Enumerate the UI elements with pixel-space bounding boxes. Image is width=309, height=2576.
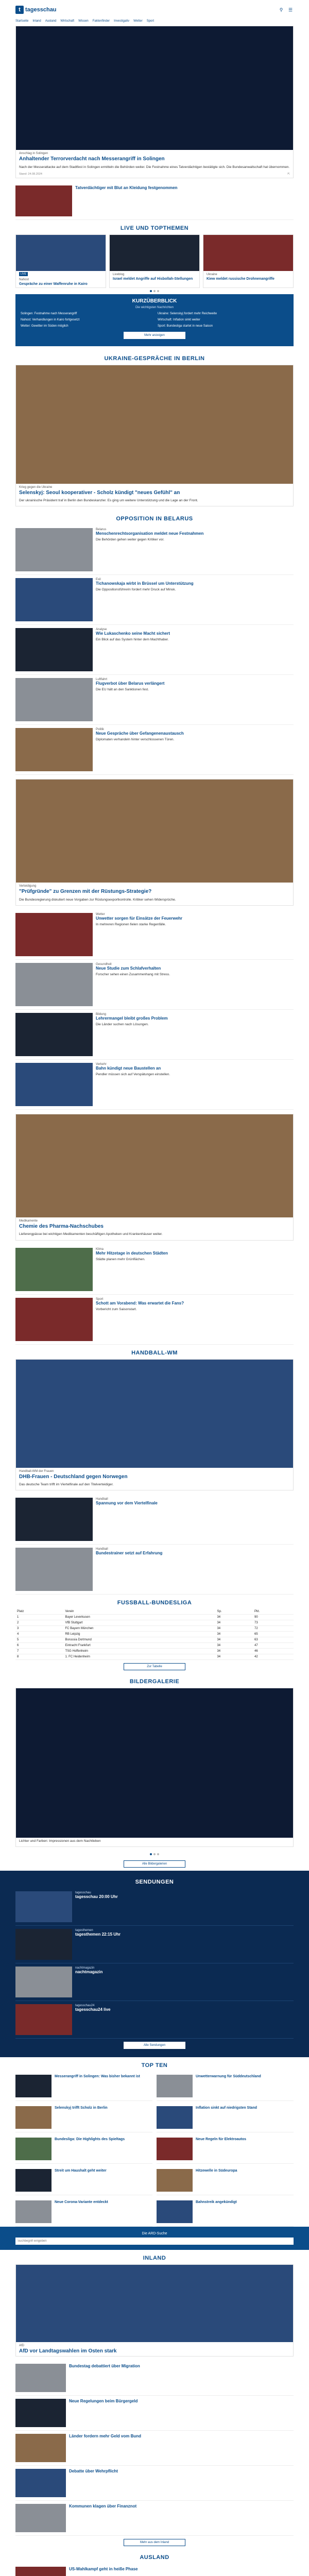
list-headline[interactable]: nachtmagazin [75, 1970, 103, 1975]
main-nav [0, 20, 309, 26]
table-row[interactable] [15, 1643, 294, 1649]
handball-story[interactable] [15, 1359, 294, 1491]
table-cell: Eintracht Frankfurt [63, 1643, 215, 1649]
list-item[interactable] [15, 2466, 294, 2501]
list-item[interactable] [15, 1010, 294, 1060]
list-thumb [15, 728, 93, 771]
list-headline[interactable]: Lehrermangel bleibt großes Problem [96, 1015, 168, 1021]
table-header: Verein [63, 1609, 215, 1615]
section-title-topten: TOP TEN [141, 2062, 168, 2069]
list-thumb [15, 2469, 66, 2497]
table-cell: RB Leipzig [63, 1632, 215, 1637]
live-topline: Liveblog [113, 273, 125, 276]
list-headline[interactable]: Streit um Haushalt geht weiter [55, 2169, 107, 2173]
section-title-inland: INLAND [143, 2255, 166, 2262]
list-headline[interactable]: Mehr Hitzetage in deutschen Städten [96, 1250, 168, 1256]
live-headline[interactable]: Kiew meldet russische Drohnenangriffe [207, 277, 274, 281]
table-cell: 1 [15, 1615, 63, 1620]
section-title-ukraine: UKRAINE-GESPRÄCHE IN BERLIN [104, 355, 205, 362]
section-title-live: LIVE UND TOPTHEMEN [120, 225, 189, 231]
list-item[interactable] [15, 1888, 294, 1926]
list-topline: Analyse [96, 628, 107, 632]
carousel-dot[interactable] [153, 290, 156, 292]
list-headline[interactable]: Wie Lukaschenko seine Macht sichert [96, 631, 170, 636]
list-headline[interactable]: Neue Regelungen beim Bürgergeld [69, 2398, 138, 2403]
list-item[interactable] [15, 1963, 294, 2001]
list-headline[interactable]: Selenskyj trifft Scholz in Berlin [55, 2106, 108, 2110]
sendungen-band [0, 1871, 309, 2057]
lead-teaser: Nach der Messerattacke auf dem Stadtfest in Solingen ermitteln die Behörden weiter. Die Festnahme eines Tatverdächtigen bestätigte sich. Die Bundesanwaltschaft hat übernommen. [19, 165, 290, 169]
list-item[interactable] [15, 1060, 294, 1110]
list-topline: nachtmagazin [75, 1967, 95, 1970]
gallery-more-button[interactable]: Alle Bildergalerien [124, 1860, 185, 1868]
list-item[interactable] [15, 625, 294, 675]
nav-item[interactable]: Wirtschaft [60, 20, 75, 23]
list-headline[interactable]: Schott am Vorabend: Was erwartet die Fans? [96, 1300, 184, 1306]
list-headline[interactable]: Bundestag debattiert über Migration [69, 2363, 140, 2368]
table-cell: 34 [215, 1643, 253, 1649]
list-headline[interactable]: Bundesliga: Die Highlights des Spieltags [55, 2138, 125, 2142]
table-cell: 34 [215, 1615, 253, 1620]
nav-item[interactable]: Faktenfinder [92, 20, 110, 23]
list-headline[interactable]: Neue Corona-Variante entdeckt [55, 2200, 108, 2205]
list-item[interactable] [157, 2166, 294, 2195]
table-cell: 7 [15, 1649, 63, 1654]
inland-topline: AfD [19, 2344, 25, 2348]
section-title-opposition: OPPOSITION IN BELARUS [116, 516, 193, 522]
list-thumb [15, 2567, 66, 2576]
inland-image [16, 2265, 293, 2342]
list-thumb [15, 528, 93, 571]
list-teaser: Diplomaten verhandeln hinter verschlossenen Türen. [96, 738, 175, 742]
inland-headline[interactable]: AfD vor Landtagswahlen im Osten stark [19, 2348, 117, 2354]
share-icon[interactable]: ⇱ [287, 172, 290, 176]
list-topline: Gesundheit [96, 962, 112, 966]
list-topline: Politik [96, 728, 105, 732]
table-cell: 34 [215, 1654, 253, 1660]
section-title-bildergalerie: BILDERGALERIE [129, 1679, 180, 1685]
live-row [15, 234, 294, 289]
list-headline[interactable]: Bundestrainer setzt auf Erfahrung [96, 1551, 163, 1556]
gallery-caption: Lichter und Farben: Impressionen aus dem Nachtleben [19, 1839, 101, 1843]
list-topline: Verkehr [96, 1062, 107, 1066]
list-topline: tagesschau24 [75, 2004, 95, 2008]
live-topline: Ukraine [207, 273, 217, 276]
feature-headline[interactable]: "Prüfgründe" zu Grenzen mit der Rüstungs-Strategie? [19, 889, 152, 895]
table-cell: 4 [15, 1632, 63, 1637]
nav-item[interactable]: Wetter [133, 20, 143, 23]
list-item[interactable] [15, 2103, 152, 2132]
list-thumb [157, 2075, 193, 2097]
kurzueberblick-box [15, 294, 294, 346]
list-headline[interactable]: Messerangriff in Solingen: Was bisher bekannt ist [55, 2075, 140, 2079]
ukraine-image [16, 365, 293, 484]
list-thumb [15, 913, 93, 956]
table-cell: 2 [15, 1620, 63, 1626]
list-thumb [15, 1891, 72, 1922]
table-cell: 90 [253, 1615, 294, 1620]
table-header: Pkt. [253, 1609, 294, 1615]
list-thumb [15, 628, 93, 671]
feature-story[interactable] [15, 779, 294, 906]
list-item[interactable] [15, 2431, 294, 2466]
list-item[interactable] [15, 725, 294, 775]
list-headline[interactable]: Bahnstreik angekündigt [196, 2200, 237, 2205]
list-teaser: Die Behörden gehen weiter gegen Kritiker vor. [96, 538, 164, 542]
ukraine-story[interactable] [15, 365, 294, 507]
feature-topline: Verteidigung [19, 885, 37, 888]
list-item[interactable] [15, 2001, 294, 2039]
list-headline[interactable]: Flugverbot über Belarus verlängert [96, 681, 165, 686]
list-headline[interactable]: tagesschau24 live [75, 2007, 111, 2012]
list-teaser: Vorbericht zum Saisonstart. [96, 1307, 137, 1311]
table-cell: 72 [253, 1626, 294, 1632]
list-topline: Exil [96, 578, 101, 582]
lead-image [16, 26, 293, 150]
table-cell: 3 [15, 1626, 63, 1632]
list-thumb [15, 2169, 52, 2192]
bundesliga-more-button[interactable]: Zur Tabelle [124, 1663, 185, 1670]
table-cell: 34 [215, 1626, 253, 1632]
carousel-dot[interactable] [150, 1853, 152, 1855]
table-cell: Bayer Leverkusen [63, 1615, 215, 1620]
top-bar [0, 0, 309, 20]
table-cell: 63 [253, 1637, 294, 1643]
list-thumb [15, 2075, 52, 2097]
list-headline[interactable]: Neue Gespräche über Gefangenenaustausch [96, 731, 184, 736]
nav-item[interactable]: Sport [146, 20, 154, 23]
list-item[interactable] [15, 575, 294, 625]
list-item[interactable] [15, 2564, 294, 2576]
list-headline[interactable]: Hitzewelle in Südeuropa [196, 2169, 237, 2173]
related-item[interactable] [15, 182, 294, 220]
list-topline: Sport [96, 1297, 104, 1301]
gallery-dots [15, 1851, 294, 1857]
list-topline: tagesschau [75, 1891, 91, 1895]
list-headline[interactable]: Neue Studie zum Schlafverhalten [96, 965, 161, 971]
list-thumb [15, 678, 93, 721]
list-headline[interactable]: Inflation sinkt auf niedrigsten Stand [196, 2106, 258, 2110]
handball-teaser: Das deutsche Team trifft im Viertelfinale auf den Titelverteidiger. [19, 1483, 114, 1487]
table-cell: 34 [215, 1620, 253, 1626]
table-cell: 1. FC Heidenheim [63, 1654, 215, 1660]
list-thumb [157, 2138, 193, 2160]
search-band [0, 2227, 309, 2250]
kurzueberblick-title: KURZÜBERBLICK [132, 298, 177, 304]
list-teaser: Pendler müssen sich auf Verspätungen einstellen. [96, 1072, 170, 1076]
list-item[interactable] [157, 2197, 294, 2227]
section-title-handball: HANDBALL-WM [131, 1349, 178, 1356]
opposition-list [0, 525, 309, 1344]
table-cell: Borussia Dortmund [63, 1637, 215, 1643]
list-thumb [15, 2200, 52, 2223]
bundesliga-table [15, 1609, 294, 1660]
list-headline[interactable]: Kommunen klagen über Finanznot [69, 2503, 137, 2509]
logo-text: tagesschau [25, 7, 57, 13]
live-label: LIVE [19, 272, 28, 276]
logo[interactable] [15, 6, 57, 14]
related-headline[interactable]: Tatverdächtiger mit Blut an Kleidung festgenommen [75, 185, 178, 190]
list-thumb [15, 2399, 66, 2427]
kurz-bullet[interactable]: Solingen: Festnahme nach Messerangriff [21, 312, 77, 316]
list-item[interactable] [15, 2501, 294, 2536]
list-item[interactable] [15, 2134, 152, 2164]
search-icon[interactable]: ⚲ [279, 7, 283, 12]
list-thumb [15, 1548, 93, 1591]
table-cell: 46 [253, 1649, 294, 1654]
list-item[interactable] [15, 960, 294, 1010]
lead-topline: Anschlag in Solingen [19, 152, 48, 155]
list-topline: Handball [96, 1498, 108, 1501]
nav-item[interactable]: Wissen [78, 20, 89, 23]
list-topline: Belarus [96, 528, 107, 532]
table-cell: 8 [15, 1654, 63, 1660]
list-headline[interactable]: Tichanowskaja wirbt in Brüssel um Unterstützung [96, 581, 194, 586]
list-item[interactable] [15, 525, 294, 575]
table-cell: 34 [215, 1649, 253, 1654]
list-thumb [15, 2504, 66, 2532]
list-headline[interactable]: Unwetter sorgen für Einsätze der Feuerwehr [96, 916, 183, 921]
table-row[interactable] [15, 1620, 294, 1626]
live-image [110, 235, 199, 271]
kurz-bullet[interactable]: Nahost: Verhandlungen in Kairo fortgesetzt [21, 318, 80, 322]
live-card[interactable] [109, 234, 200, 289]
ukraine-topline: Krieg gegen die Ukraine [19, 485, 53, 489]
list-headline[interactable]: Unwetterwarnung für Süddeutschland [196, 2075, 261, 2079]
list-thumb [15, 2138, 52, 2160]
kurz-bullet[interactable]: Wirtschaft: Inflation sinkt weiter [158, 318, 200, 322]
list-headline[interactable]: Bahn kündigt neue Baustellen an [96, 1065, 161, 1071]
list-item[interactable] [15, 2396, 294, 2431]
related-thumb [15, 185, 72, 216]
lead-story[interactable] [15, 26, 294, 178]
list-headline[interactable]: Spannung vor dem Viertelfinale [96, 1501, 158, 1506]
list-thumb [15, 578, 93, 621]
list-thumb [15, 2004, 72, 2035]
feature-image [16, 779, 293, 883]
carousel-dots [15, 288, 294, 294]
table-cell: FC Bayern München [63, 1626, 215, 1632]
search-input[interactable] [15, 2238, 294, 2245]
list-thumb [15, 1929, 72, 1960]
list-teaser: Die Oppositionsführerin fordert mehr Druck auf Minsk. [96, 588, 176, 592]
kurz-bullet[interactable]: Ukraine: Selenskyj fordert mehr Reichweite [158, 312, 217, 316]
list-headline[interactable]: Länder fordern mehr Geld vom Bund [69, 2433, 142, 2438]
table-cell: 5 [15, 1637, 63, 1643]
list-item[interactable] [15, 2166, 152, 2195]
ukraine-teaser: Der ukrainische Präsident traf in Berlin den Bundeskanzler. Es ging um weitere Unterstützung und die Lage an der Front. [19, 499, 198, 503]
pharma-image [16, 1114, 293, 1217]
list-teaser: Städte planen mehr Grünflächen. [96, 1257, 145, 1261]
live-image [16, 235, 106, 271]
nav-item[interactable]: Inland [32, 20, 41, 23]
lead-headline[interactable]: Anhaltender Terrorverdacht nach Messerangriff in Solingen [19, 156, 165, 162]
list-thumb [157, 2169, 193, 2192]
table-row[interactable] [15, 1626, 294, 1632]
table-cell: VfB Stuttgart [63, 1620, 215, 1626]
table-header: Sp. [215, 1609, 253, 1615]
list-topline: Klima [96, 1247, 104, 1251]
kurzueberblick-sub: Die wichtigsten Nachrichten [135, 306, 174, 310]
list-topline: Bildung [96, 1012, 107, 1016]
list-teaser: Forscher sehen einen Zusammenhang mit Stress. [96, 972, 170, 976]
list-thumb [157, 2106, 193, 2129]
list-headline[interactable]: Neue Regeln für Elektroautos [196, 2138, 247, 2142]
list-thumb [15, 1063, 93, 1106]
search-label: Die ARD-Suche [142, 2232, 167, 2236]
pharma-teaser: Lieferengpässe bei wichtigen Medikamenten beschäftigen Apotheken und Krankenhäuser weiter. [19, 1232, 163, 1236]
list-thumb [15, 2434, 66, 2462]
live-topline: Nahost [19, 278, 29, 281]
lead-meta: Stand: 24.08.2024 [19, 172, 42, 176]
live-card[interactable] [203, 234, 294, 289]
live-headline[interactable]: Gespräche zu einer Waffenruhe in Kairo [19, 282, 88, 286]
list-item[interactable] [157, 2072, 294, 2101]
list-teaser: Die EU hält an den Sanktionen fest. [96, 688, 149, 692]
list-item[interactable] [15, 1295, 294, 1345]
inland-more-button[interactable]: Mehr aus dem Inland [124, 2539, 185, 2546]
list-thumb [15, 1967, 72, 1997]
list-item[interactable] [15, 1495, 294, 1545]
pharma-story[interactable] [15, 1114, 294, 1241]
gallery-card[interactable] [15, 1688, 294, 1847]
list-teaser: Die Länder suchen nach Lösungen. [96, 1022, 149, 1026]
kurz-bullet[interactable]: Wetter: Gewitter im Süden möglich [21, 324, 68, 328]
kurz-more-button[interactable]: Mehr anzeigen [124, 332, 185, 339]
carousel-dot[interactable] [157, 1853, 159, 1855]
section-title-ausland: AUSLAND [140, 2554, 169, 2561]
sendungen-more-button[interactable]: Alle Sendungen [124, 2042, 185, 2049]
list-item[interactable] [15, 1926, 294, 1963]
list-topline: tagesthemen [75, 1929, 93, 1933]
carousel-dot[interactable] [157, 290, 159, 292]
list-item[interactable] [157, 2134, 294, 2164]
list-item[interactable] [15, 910, 294, 960]
handball-image [16, 1360, 293, 1468]
table-row[interactable] [15, 1649, 294, 1654]
table-header: Platz [15, 1609, 63, 1615]
kurz-bullet[interactable]: Sport: Bundesliga startet in neue Saison [158, 324, 213, 328]
list-thumb [15, 963, 93, 1006]
menu-icon[interactable]: ☰ [288, 7, 293, 12]
list-headline[interactable]: tagesthemen 22:15 Uhr [75, 1932, 121, 1937]
table-cell: 47 [253, 1643, 294, 1649]
list-item[interactable] [15, 2197, 152, 2227]
list-thumb [15, 1498, 93, 1541]
list-item[interactable] [15, 2072, 152, 2101]
table-cell: 34 [215, 1637, 253, 1643]
table-cell: 6 [15, 1643, 63, 1649]
table-row[interactable] [15, 1654, 294, 1660]
list-thumb [15, 1013, 93, 1056]
feature-teaser: Die Bundesregierung diskutiert neue Vorgaben zur Rüstungsexportkontrolle. Kritiker sehen Widersprüche. [19, 897, 176, 902]
pharma-topline: Medikamente [19, 1219, 38, 1223]
list-item[interactable] [15, 675, 294, 725]
handball-topline: Handball-WM der Frauen [19, 1469, 54, 1473]
gallery-image [16, 1688, 293, 1838]
list-thumb [15, 1248, 93, 1291]
table-cell: 65 [253, 1632, 294, 1637]
live-card[interactable] [15, 234, 106, 289]
list-item[interactable] [157, 2103, 294, 2132]
table-cell: TSG Hoffenheim [63, 1649, 215, 1654]
logo-mark: t [15, 6, 24, 14]
list-headline[interactable]: US-Wahlkampf geht in heiße Phase [69, 2566, 138, 2571]
list-headline[interactable]: Debatte über Wehrpflicht [69, 2468, 118, 2473]
list-thumb [15, 2106, 52, 2129]
list-thumb [15, 1298, 93, 1341]
carousel-dot[interactable] [150, 290, 152, 292]
table-cell: 34 [215, 1632, 253, 1637]
section-title-sendungen: SENDUNGEN [135, 1879, 174, 1886]
nav-item[interactable]: Investigativ [114, 20, 130, 23]
nav-item[interactable]: Ausland [45, 20, 57, 23]
list-item[interactable] [15, 1245, 294, 1295]
list-thumb [15, 2364, 66, 2392]
list-headline[interactable]: Menschenrechtsorganisation meldet neue Festnahmen [96, 531, 204, 536]
list-topline: Luftfahrt [96, 678, 108, 682]
live-image [203, 235, 293, 271]
list-headline[interactable]: tagesschau 20:00 Uhr [75, 1894, 118, 1900]
list-topline: Wetter [96, 912, 105, 916]
list-teaser: Ein Blick auf das System hinter dem Machthaber. [96, 638, 169, 642]
ukraine-headline[interactable]: Selenskyj: Seoul kooperativer - Scholz kündigt "neues Gefühl" an [19, 489, 180, 496]
inland-lead[interactable] [15, 2264, 294, 2357]
pharma-headline[interactable]: Chemie des Pharma-Nachschubes [19, 1223, 104, 1229]
list-item[interactable] [15, 2361, 294, 2396]
live-headline[interactable]: Israel meldet Angriffe auf Hisbollah-Stellungen [113, 277, 193, 281]
nav-item[interactable]: Startseite [15, 20, 29, 23]
table-row[interactable] [15, 1632, 294, 1637]
carousel-dot[interactable] [153, 1853, 156, 1855]
table-row[interactable] [15, 1637, 294, 1643]
table-row[interactable] [15, 1615, 294, 1620]
table-header-row [15, 1609, 294, 1615]
list-teaser: In mehreren Regionen fielen starke Regenfälle. [96, 922, 166, 926]
list-topline: Handball [96, 1548, 108, 1551]
list-item[interactable] [15, 1545, 294, 1595]
table-cell: 73 [253, 1620, 294, 1626]
list-thumb [157, 2200, 193, 2223]
section-title-bundesliga: FUSSBALL-BUNDESLIGA [117, 1600, 192, 1606]
table-cell: 42 [253, 1654, 294, 1660]
handball-headline[interactable]: DHB-Frauen - Deutschland gegen Norwegen [19, 1473, 128, 1480]
